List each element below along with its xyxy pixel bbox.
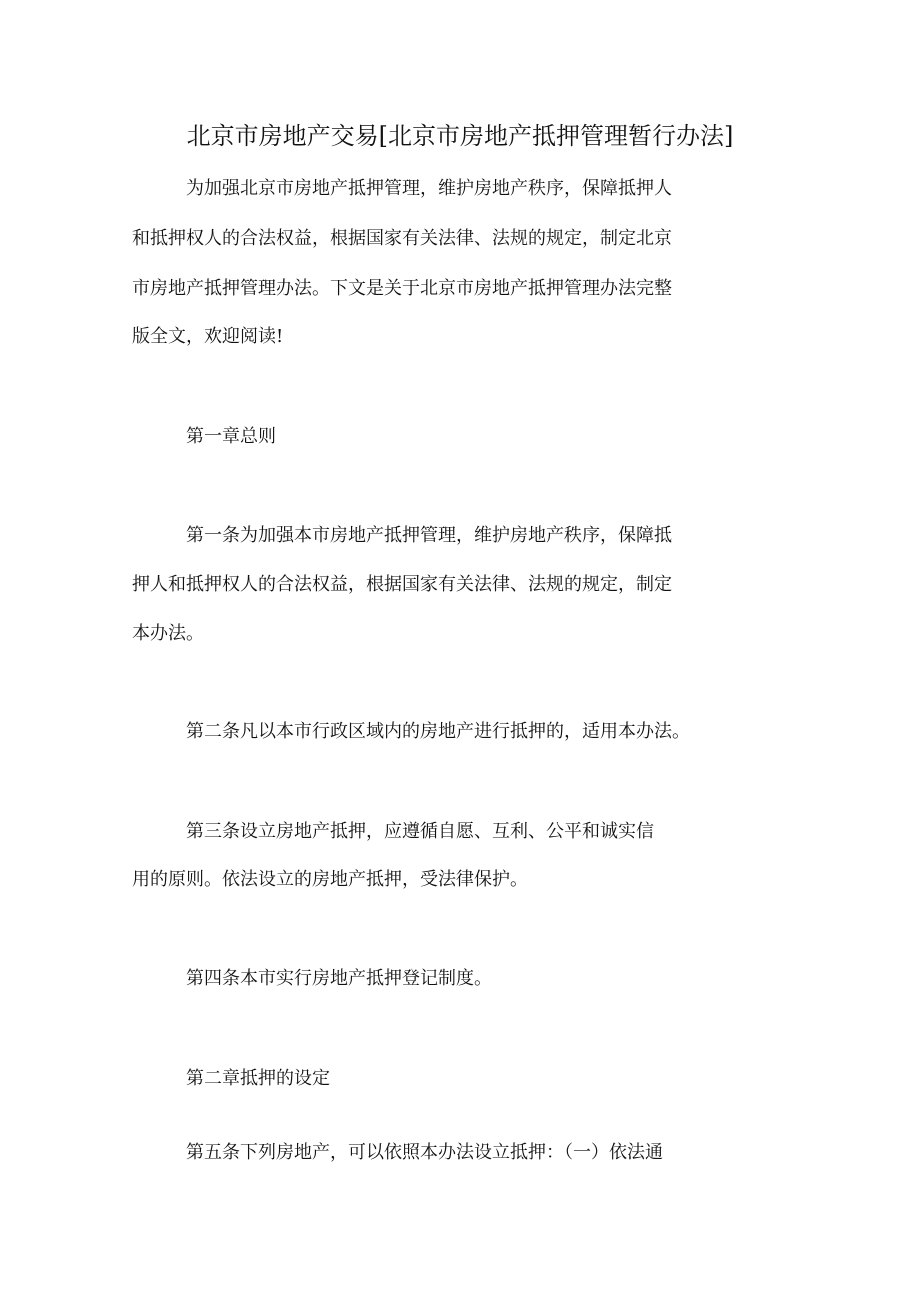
chapter-1-heading: 第一章总则 [186,426,276,447]
article-3-line-2: 用的原则。依法设立的房地产抵押，受法律保护。 [132,869,528,890]
intro-line-4: 版全文，欢迎阅读! [132,326,284,347]
document-title: 北京市房地产交易[北京市房地产抵押管理暂行办法] [186,122,734,150]
article-1-line-1: 第一条为加强本市房地产抵押管理，维护房地产秩序，保障抵 [186,525,672,546]
article-2: 第二条凡以本市行政区域内的房地产进行抵押的，适用本办法。 [186,721,690,742]
article-3-line-1: 第三条设立房地产抵押，应遵循自愿、互利、公平和诚实信 [186,821,654,842]
intro-line-1: 为加强北京市房地产抵押管理，维护房地产秩序，保障抵押人 [186,178,672,199]
article-5-line-1: 第五条下列房地产，可以依照本办法设立抵押：（一）依法通 [186,1142,663,1163]
intro-line-3: 市房地产抵押管理办法。下文是关于北京市房地产抵押管理办法完整 [132,278,672,299]
article-4: 第四条本市实行房地产抵押登记制度。 [186,968,492,989]
chapter-2-heading: 第二章抵押的设定 [186,1068,330,1089]
article-1-line-2: 押人和抵押权人的合法权益，根据国家有关法律、法规的规定，制定 [132,574,672,595]
article-1-line-3: 本办法。 [132,623,204,644]
intro-line-2: 和抵押权人的合法权益，根据国家有关法律、法规的规定，制定北京 [132,228,672,249]
